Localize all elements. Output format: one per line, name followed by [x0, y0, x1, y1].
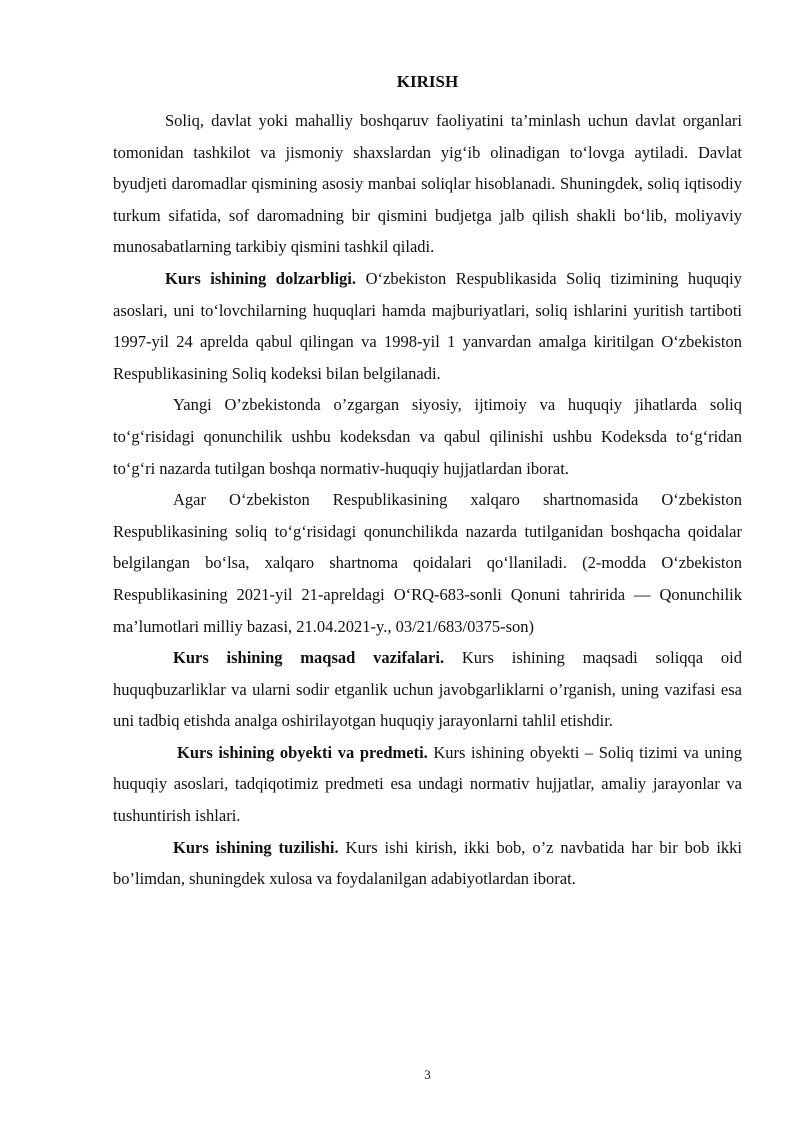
paragraph-goals	[113, 642, 742, 737]
paragraph-intro	[113, 105, 742, 263]
paragraph-structure	[113, 832, 742, 895]
paragraph-lead: Kurs ishining tuzilishi.	[173, 837, 339, 857]
paragraph-text: O‘zbekiston Respublikasida Soliq tizimining huquqiy asoslari, uni to‘lovchilarning huquqlari hamda majburiyatlari, soliq ishlarini yuritish tartiboti 1997-yil 24 aprelda qabul qilingan va 1998-yil 1 yanvardan amalga kiritilgan O‘zbekiston Respublikasining Soliq kodeksi bilan belgilanadi.	[113, 268, 743, 383]
paragraph-relevance	[113, 263, 742, 389]
paragraph-lead: Kurs ishining dolzarbligi.	[165, 268, 357, 288]
paragraph-text: Yangi O’zbekistonda o’zgargan siyosiy, ijtimoiy va huquqiy jihatlarda soliq to‘g‘risidagi qonunchilik ushbu kodeksdan va qabul qilinishi ushbu Kodeksda to‘g‘ridan to‘g‘ri nazarda tutilgan boshqa normativ-huquqiy hujjatlardan iborat.	[113, 395, 742, 478]
section-heading: KIRISH	[396, 72, 459, 91]
paragraph-text: Kurs ishining maqsadi soliqqa oid huquqbuzarliklar va ularni sodir etganlik uchun javobgarliklarni o’rganish, uning vazifasi esa uni tadbiq etishda analga oshirilayotgan huquqiy jarayonlarni tahlil etishdir.	[113, 648, 742, 731]
paragraph-text: Soliq, davlat yoki mahalliy boshqaruv faoliyatini ta’minlash uchun davlat organlari tomonidan tashkilot va jismoniy shaxslardan yig‘ib olinadigan to‘lovga aytiladi. Davlat byudjeti daromadlar qismining asosiy manbai soliqlar hisoblanadi. Shuningdek, soliq iqtisodiy turkum sifatida, sof daromadning bir qismini budjetga jalb qilish shakli bo‘lib, moliyaviy munosabatlarning tarkibiy qismini tashkil qiladi.	[113, 111, 742, 257]
paragraph-lead: Kurs ishining maqsad vazifalari.	[173, 648, 445, 668]
paragraph-text: Kurs ishi kirish, ikki bob, o’z navbatida har bir bob ikki bo’limdan, shuningdek xulosa va foydalanilgan adabiyotlardan iborat.	[113, 837, 743, 889]
page-number: 3	[424, 1067, 431, 1082]
paragraph-text: Agar O‘zbekiston Respublikasining xalqaro shartnomasida O‘zbekiston Respublikasining soliq to‘g‘risidagi qonunchilikda nazarda tutilganidan boshqacha qoidalar belgilangan bo‘lsa, xalqaro shartnoma qoidalari qo‘llaniladi. (2-modda O‘zbekiston Respublikasining 2021-yil 21-apreldagi O‘RQ-683-sonli Qonuni tahririda — Qonunchilik ma’lumotlari milliy bazasi, 21.04.2021-y., 03/21/683/0375-son)	[113, 490, 742, 636]
paragraph-object-subject	[113, 737, 742, 832]
paragraph-new-uzbekistan	[113, 389, 742, 484]
paragraph-lead: Kurs ishining obyekti va predmeti.	[177, 742, 428, 762]
body-text	[113, 105, 742, 895]
paragraph-text: Kurs ishining obyekti – Soliq tizimi va uning huquqiy asoslari, tadqiqotimiz predmeti esa undagi normativ hujjatlar, amaliy jarayonlar va tushuntirish ishlari.	[113, 742, 742, 826]
paragraph-international-treaty	[113, 484, 742, 642]
